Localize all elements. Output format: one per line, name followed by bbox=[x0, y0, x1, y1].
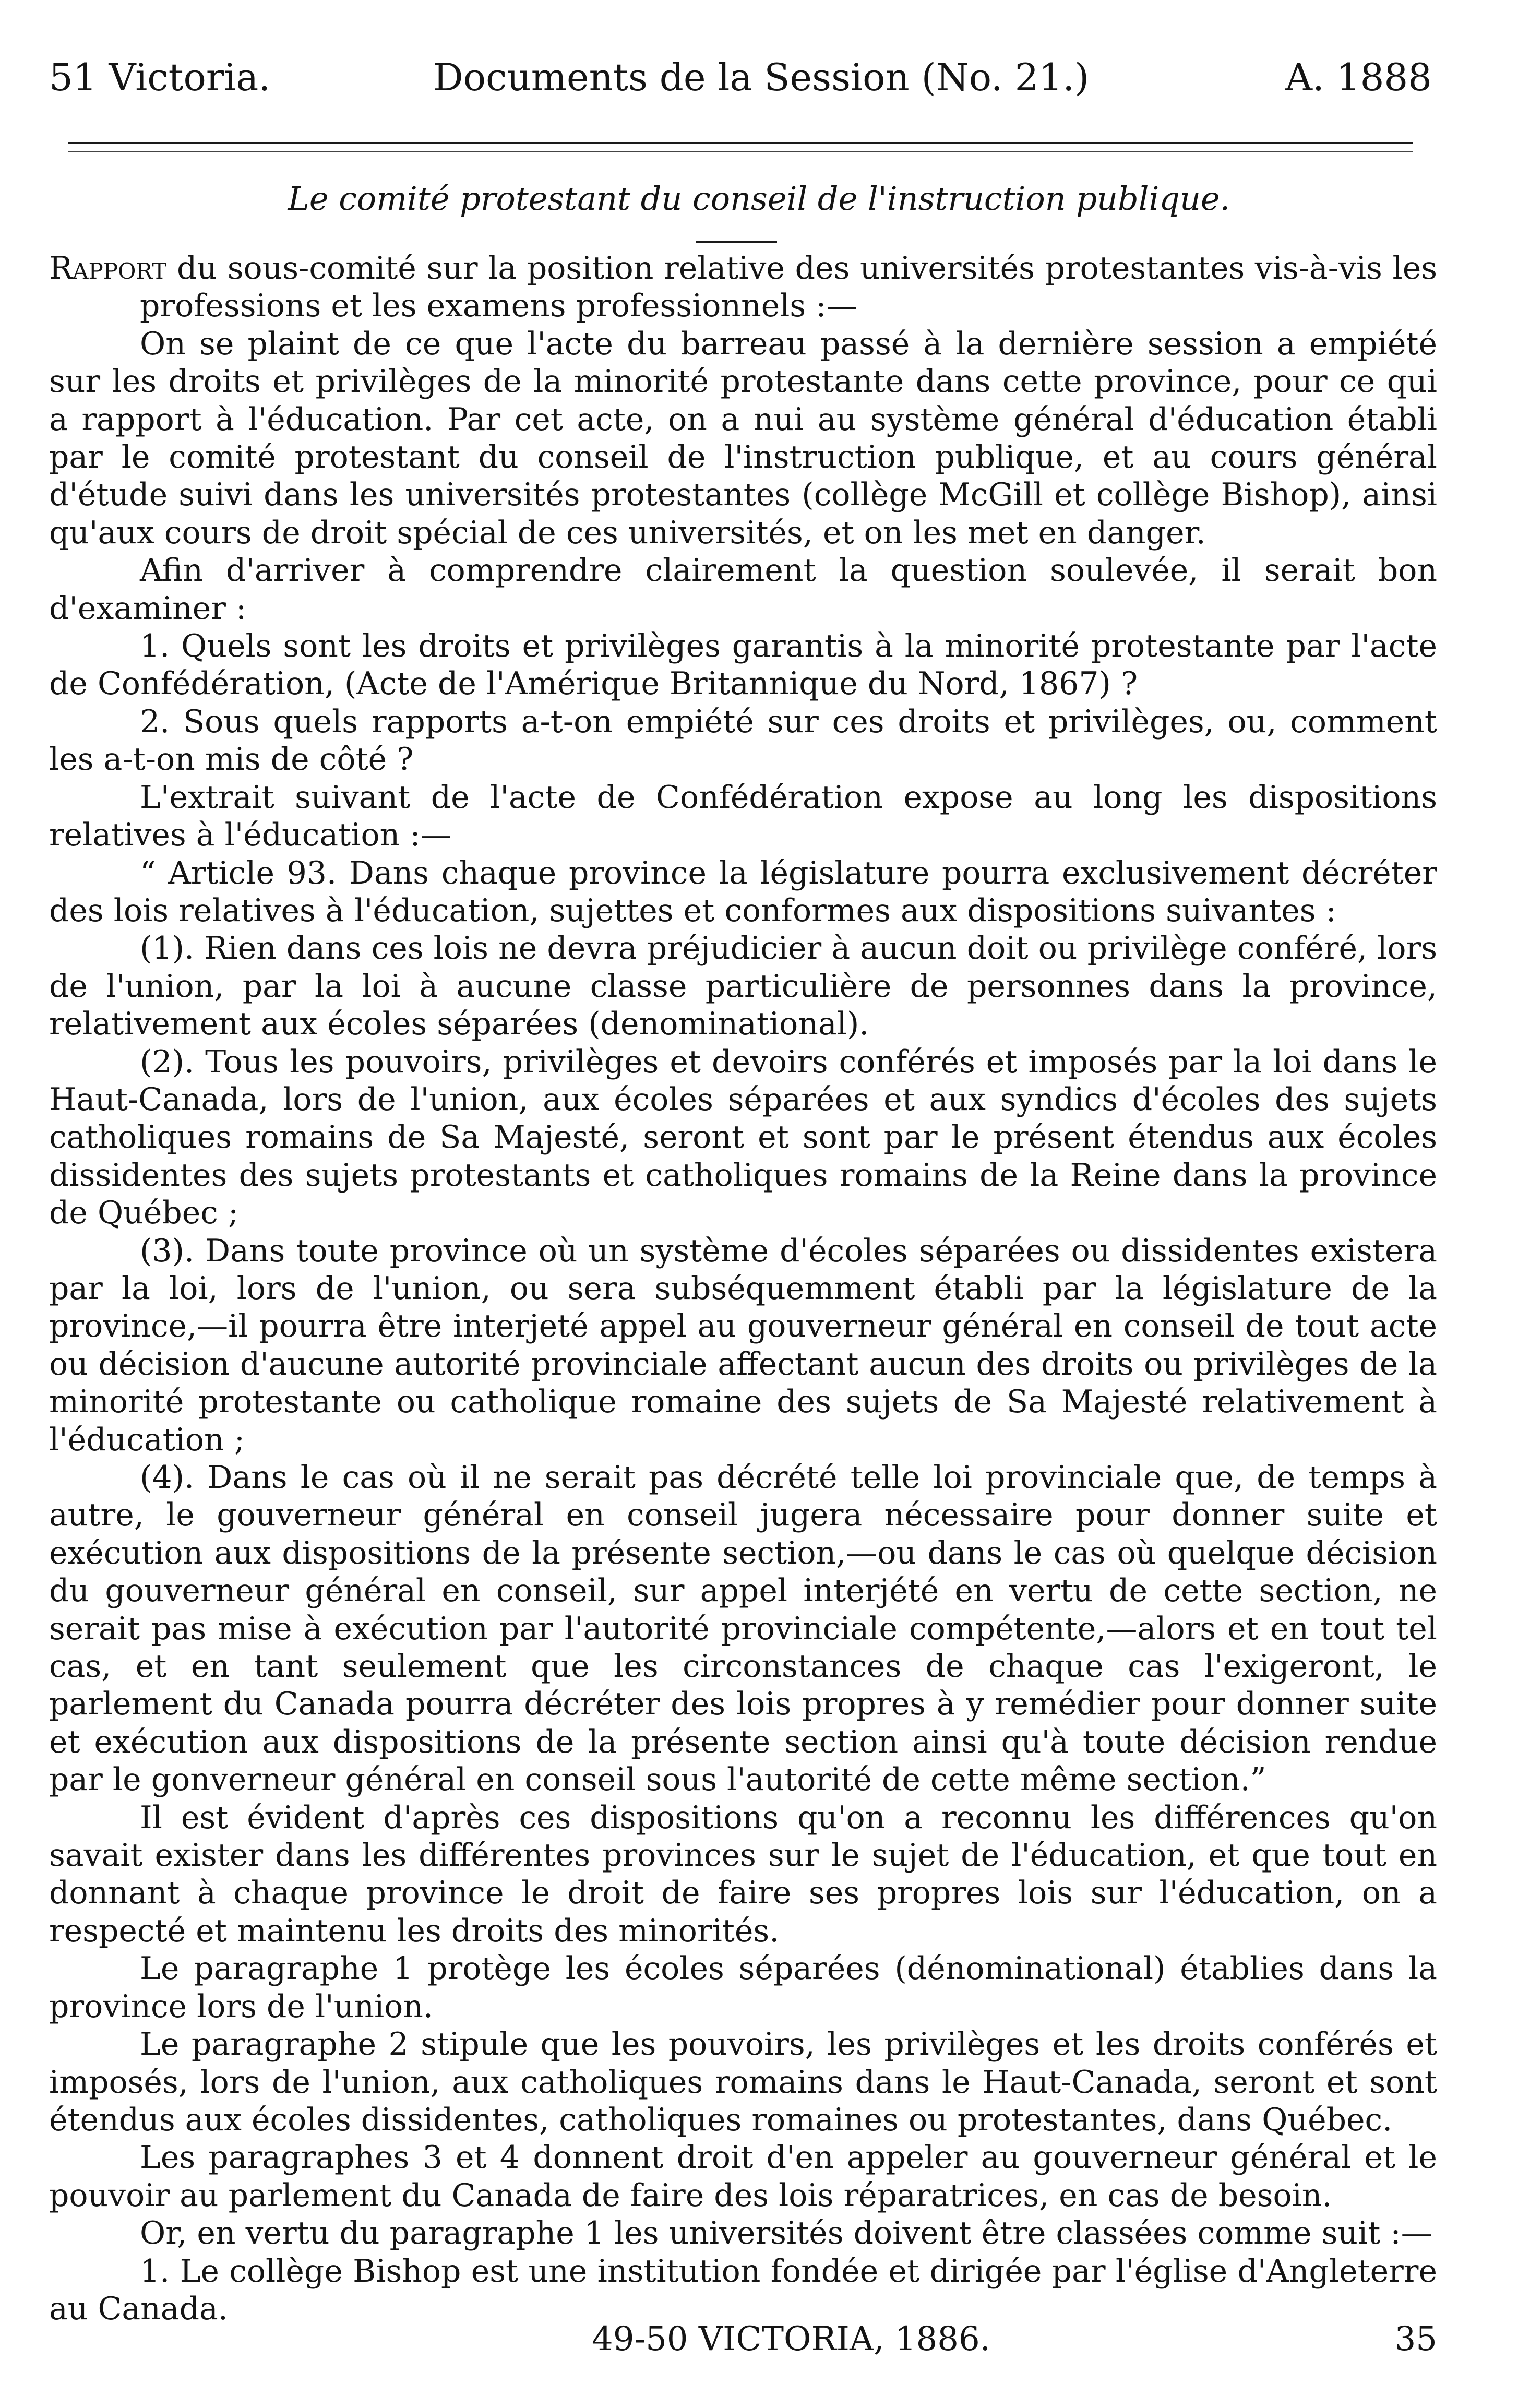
report-intro-text: du sous-comité sur la position relative des universités protestantes vis-à-vis les professions et les examens professionnels :— bbox=[140, 250, 1437, 325]
paragraph: L'extrait suivant de l'acte de Confédération expose au long les dispositions relatives à l'éducation :— bbox=[49, 779, 1437, 854]
page-number: 35 bbox=[1394, 2320, 1437, 2358]
running-header bbox=[49, 46, 1432, 109]
paragraph: Or, en vertu du paragraphe 1 les universités doivent être classées comme suit :— bbox=[140, 2215, 1432, 2252]
paragraph: 1. Quels sont les droits et privilèges garantis à la minorité protestante par l'acte de Confédération, (Acte de l'Amérique Britannique du Nord, 1867) ? bbox=[49, 628, 1437, 702]
header-year: A. 1888 bbox=[1285, 55, 1432, 99]
paragraph: Les paragraphes 3 et 4 donnent droit d'en appeler au gouverneur général et le pouvoir au parlement du Canada de faire des lois réparatrices, en cas de besoin. bbox=[49, 2139, 1437, 2214]
report-lead-word: Rapport bbox=[49, 250, 167, 287]
paragraph: 2. Sous quels rapports a-t-on empiété sur ces droits et privilèges, ou, comment les a-t-on mis de côté ? bbox=[49, 703, 1437, 778]
body-text bbox=[49, 249, 1437, 2328]
header-rule bbox=[68, 142, 1413, 144]
paragraph: “ Article 93. Dans chaque province la législature pourra exclusivement décréter des lois relatives à l'éducation, sujettes et conformes aux dispositions suivantes : bbox=[49, 854, 1437, 929]
footer-session: 49-50 VICTORIA, 1886. bbox=[592, 2320, 991, 2358]
paragraph: 1. Le collège Bishop est une institution fondée et dirigée par l'église d'Angleterre au Canada. bbox=[49, 2252, 1437, 2327]
paragraph: On se plaint de ce que l'acte du barreau passé à la dernière session a empiété sur les droits et privilèges de la minorité protestante dans cette province, pour ce qui a rapport à l'éducation. Par cet acte, on a nui au système général d'éducation établi par le comité protestant du conseil de l'instruction publique, et au cours général d'étude suivi dans les universités protestantes (collège McGill et collège Bishop), ainsi qu'aux cours de droit spécial de ces universités, et on les met en danger. bbox=[49, 325, 1437, 551]
header-volume: 51 Victoria. bbox=[49, 55, 271, 99]
paragraph: Afin d'arriver à comprendre clairement la question soulevée, il serait bon d'examiner : bbox=[49, 552, 1437, 627]
paragraph: (1). Rien dans ces lois ne devra préjudicier à aucun doit ou privilège conféré, lors de l'union, par la loi à aucune classe particulière de personnes dans la province, relativement aux écoles séparées (denominational). bbox=[49, 930, 1437, 1043]
running-footer bbox=[49, 2313, 1437, 2365]
paragraph: (4). Dans le cas où il ne serait pas décrété telle loi provinciale que, de temps à autre, le gouverneur général en conseil jugera nécessaire pour donner suite et exécution aux dispositions de la présente section,—ou dans le cas où quelque décision du gouverneur général en conseil, sur appel interjété en vertu de cette section, ne serait pas mise à exécution par l'autorité provinciale compétente,—alors et en tout tel cas, et en tant seulement que les circonstances de chaque cas l'exigeront, le parlement du Canada pourra décréter des lois propres à y remédier pour donner suite et exécution aux dispositions de la présente section ainsi qu'à toute décision rendue par le gonverneur général en conseil sous l'autorité de cette même section.” bbox=[49, 1459, 1437, 1798]
paragraph: Le paragraphe 1 protège les écoles séparées (dénominational) établies dans la province lors de l'union. bbox=[49, 1950, 1437, 2025]
header-session-title: Documents de la Session (No. 21.) bbox=[433, 55, 1090, 99]
paragraph: (3). Dans toute province où un système d'écoles séparées ou dissidentes existera par la loi, lors de l'union, ou sera subséquemment établi par la législature de la province,—il pourra être interjeté appel au gouverneur général en conseil de tout acte ou décision d'aucune autorité provinciale affectant aucun des droits ou privilèges de la minorité protestante ou catholique romaine des sujets de Sa Majesté relativement à l'éducation ; bbox=[49, 1232, 1437, 1458]
paragraph: Il est évident d'après ces dispositions qu'on a reconnu les différences qu'on savait exister dans les différentes provinces sur le sujet de l'éducation, et que tout en donnant à chaque province le droit de faire ses propres lois sur l'éducation, on a respecté et maintenu les droits des minorités. bbox=[49, 1799, 1437, 1949]
paragraph: (2). Tous les pouvoirs, privilèges et devoirs conférés et imposés par la loi dans le Haut-Canada, lors de l'union, aux écoles séparées et aux syndics d'écoles des sujets catholiques romains de Sa Majesté, seront et sont par le présent étendus aux écoles dissidentes des sujets protestants et catholiques romains de la Reine dans la province de Québec ; bbox=[49, 1043, 1437, 1232]
paragraph: Le paragraphe 2 stipule que les pouvoirs, les privilèges et les droits conférés et imposés, lors de l'union, aux catholiques romains dans le Haut-Canada, seront et sont étendus aux écoles dissidentes, catholiques romaines ou protestantes, dans Québec. bbox=[49, 2026, 1437, 2138]
report-intro bbox=[49, 249, 1437, 325]
section-title: Le comité protestant du conseil de l'instruction publique. bbox=[288, 180, 1230, 218]
header-rule-thin bbox=[68, 151, 1413, 152]
title-divider bbox=[696, 241, 777, 243]
